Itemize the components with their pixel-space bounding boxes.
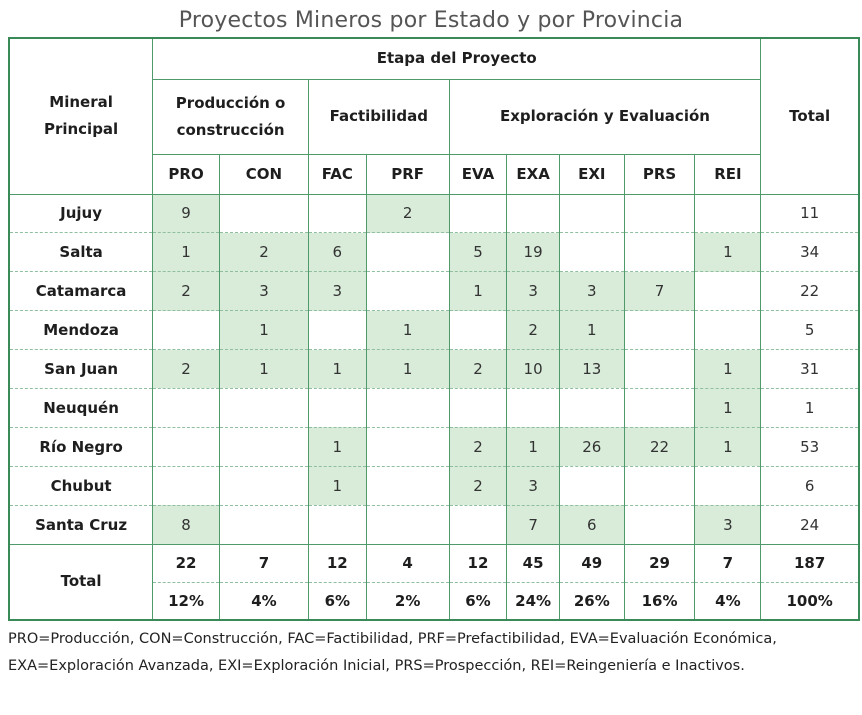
value-cell: 2 [449, 427, 507, 466]
province-name: Chubut [9, 466, 153, 505]
table-row [9, 505, 859, 544]
value-cell: 1 [219, 350, 308, 389]
value-cell [308, 311, 366, 350]
value-cell [624, 505, 695, 544]
value-cell: 26 [559, 427, 624, 466]
province-name: Catamarca [9, 272, 153, 311]
table-row [9, 233, 859, 272]
code-header: EXA [507, 154, 560, 194]
value-cell: 10 [507, 350, 560, 389]
value-cell: 2 [507, 311, 560, 350]
value-cell [366, 427, 449, 466]
row-total: 5 [761, 311, 859, 350]
value-cell [507, 194, 560, 233]
value-cell: 2 [366, 194, 449, 233]
total-header: Total [761, 38, 859, 194]
total-count: 12 [449, 544, 507, 582]
value-cell [153, 388, 220, 427]
value-cell [507, 388, 560, 427]
value-cell: 19 [507, 233, 560, 272]
value-cell: 3 [219, 272, 308, 311]
value-cell: 3 [507, 272, 560, 311]
table-totals [9, 544, 859, 620]
total-percent: 24% [507, 582, 560, 620]
table-row [9, 350, 859, 389]
value-cell [308, 505, 366, 544]
value-cell [153, 311, 220, 350]
totals-count-row [9, 544, 859, 582]
value-cell: 1 [695, 233, 761, 272]
value-cell [624, 466, 695, 505]
row-total: 24 [761, 505, 859, 544]
value-cell: 13 [559, 350, 624, 389]
province-name: San Juan [9, 350, 153, 389]
value-cell [219, 194, 308, 233]
province-name: Neuquén [9, 388, 153, 427]
value-cell: 1 [308, 350, 366, 389]
value-cell: 1 [153, 233, 220, 272]
value-cell: 2 [449, 466, 507, 505]
value-cell [559, 388, 624, 427]
row-total: 22 [761, 272, 859, 311]
value-cell [308, 388, 366, 427]
value-cell: 6 [308, 233, 366, 272]
value-cell [695, 194, 761, 233]
row-total: 11 [761, 194, 859, 233]
value-cell: 1 [695, 388, 761, 427]
group-produccion-header: Producción o construcción [153, 79, 309, 154]
value-cell [153, 466, 220, 505]
value-cell [624, 350, 695, 389]
value-cell [624, 311, 695, 350]
value-cell [219, 427, 308, 466]
total-percent: 26% [559, 582, 624, 620]
value-cell [449, 194, 507, 233]
grand-total: 187 [761, 544, 859, 582]
value-cell: 1 [695, 427, 761, 466]
value-cell [559, 466, 624, 505]
value-cell: 9 [153, 194, 220, 233]
code-header: PRF [366, 154, 449, 194]
totals-label: Total [9, 544, 153, 620]
value-cell: 3 [308, 272, 366, 311]
province-name: Salta [9, 233, 153, 272]
value-cell: 7 [507, 505, 560, 544]
value-cell [366, 233, 449, 272]
province-name: Mendoza [9, 311, 153, 350]
total-count: 45 [507, 544, 560, 582]
value-cell: 5 [449, 233, 507, 272]
province-name: Jujuy [9, 194, 153, 233]
value-cell: 2 [219, 233, 308, 272]
value-cell [449, 311, 507, 350]
value-cell: 3 [559, 272, 624, 311]
total-count: 29 [624, 544, 695, 582]
table-row [9, 427, 859, 466]
total-percent: 2% [366, 582, 449, 620]
row-total: 34 [761, 233, 859, 272]
code-header: CON [219, 154, 308, 194]
total-percent: 16% [624, 582, 695, 620]
value-cell: 3 [695, 505, 761, 544]
group-exploracion-header: Exploración y Evaluación [449, 79, 761, 154]
total-percent: 12% [153, 582, 220, 620]
value-cell: 6 [559, 505, 624, 544]
value-cell [559, 233, 624, 272]
value-cell: 8 [153, 505, 220, 544]
total-count: 49 [559, 544, 624, 582]
row-total: 53 [761, 427, 859, 466]
value-cell [624, 388, 695, 427]
value-cell: 1 [366, 350, 449, 389]
province-name: Río Negro [9, 427, 153, 466]
grand-percent: 100% [761, 582, 859, 620]
value-cell [153, 427, 220, 466]
table-row [9, 466, 859, 505]
value-cell: 1 [695, 350, 761, 389]
table-body [9, 194, 859, 544]
total-count: 4 [366, 544, 449, 582]
value-cell [449, 505, 507, 544]
total-count: 12 [308, 544, 366, 582]
value-cell: 2 [153, 272, 220, 311]
value-cell: 1 [308, 466, 366, 505]
footnote-legend: PRO=Producción, CON=Construcción, FAC=Factibilidad, PRF=Prefactibilidad, EVA=Evaluación Económica, EXA=Exploración Avanzada, EXI=Exploración Inicial, PRS=Prospección, REI=Reingeniería e Inactivos. [8, 631, 777, 674]
code-header: EVA [449, 154, 507, 194]
total-percent: 6% [308, 582, 366, 620]
value-cell: 1 [308, 427, 366, 466]
table-row [9, 311, 859, 350]
code-header: PRO [153, 154, 220, 194]
value-cell [449, 388, 507, 427]
value-cell [219, 388, 308, 427]
value-cell [695, 466, 761, 505]
code-header: REI [695, 154, 761, 194]
row-total: 6 [761, 466, 859, 505]
value-cell: 1 [559, 311, 624, 350]
value-cell [219, 466, 308, 505]
page-title: Proyectos Mineros por Estado y por Provincia [178, 8, 684, 33]
row-total: 1 [761, 388, 859, 427]
value-cell [219, 505, 308, 544]
value-cell [366, 388, 449, 427]
value-cell: 1 [449, 272, 507, 311]
table-row [9, 194, 859, 233]
value-cell: 22 [624, 427, 695, 466]
total-count: 7 [695, 544, 761, 582]
row-total: 31 [761, 350, 859, 389]
total-count: 7 [219, 544, 308, 582]
value-cell: 2 [449, 350, 507, 389]
mineral-header: Mineral Principal [9, 38, 153, 194]
value-cell: 3 [507, 466, 560, 505]
total-percent: 4% [219, 582, 308, 620]
value-cell [366, 272, 449, 311]
code-header: FAC [308, 154, 366, 194]
total-count: 22 [153, 544, 220, 582]
total-percent: 4% [695, 582, 761, 620]
value-cell [366, 505, 449, 544]
etapa-header: Etapa del Proyecto [153, 38, 761, 79]
value-cell [695, 311, 761, 350]
code-header: PRS [624, 154, 695, 194]
value-cell: 1 [366, 311, 449, 350]
total-percent: 6% [449, 582, 507, 620]
projects-table [8, 37, 860, 621]
code-header: EXI [559, 154, 624, 194]
value-cell [624, 233, 695, 272]
table-row [9, 388, 859, 427]
value-cell: 7 [624, 272, 695, 311]
value-cell: 2 [153, 350, 220, 389]
value-cell [366, 466, 449, 505]
province-name: Santa Cruz [9, 505, 153, 544]
group-factibilidad-header: Factibilidad [308, 79, 449, 154]
table-header [9, 38, 859, 194]
value-cell [559, 194, 624, 233]
value-cell [624, 194, 695, 233]
value-cell [308, 194, 366, 233]
value-cell [695, 272, 761, 311]
table-row [9, 272, 859, 311]
value-cell: 1 [507, 427, 560, 466]
value-cell: 1 [219, 311, 308, 350]
